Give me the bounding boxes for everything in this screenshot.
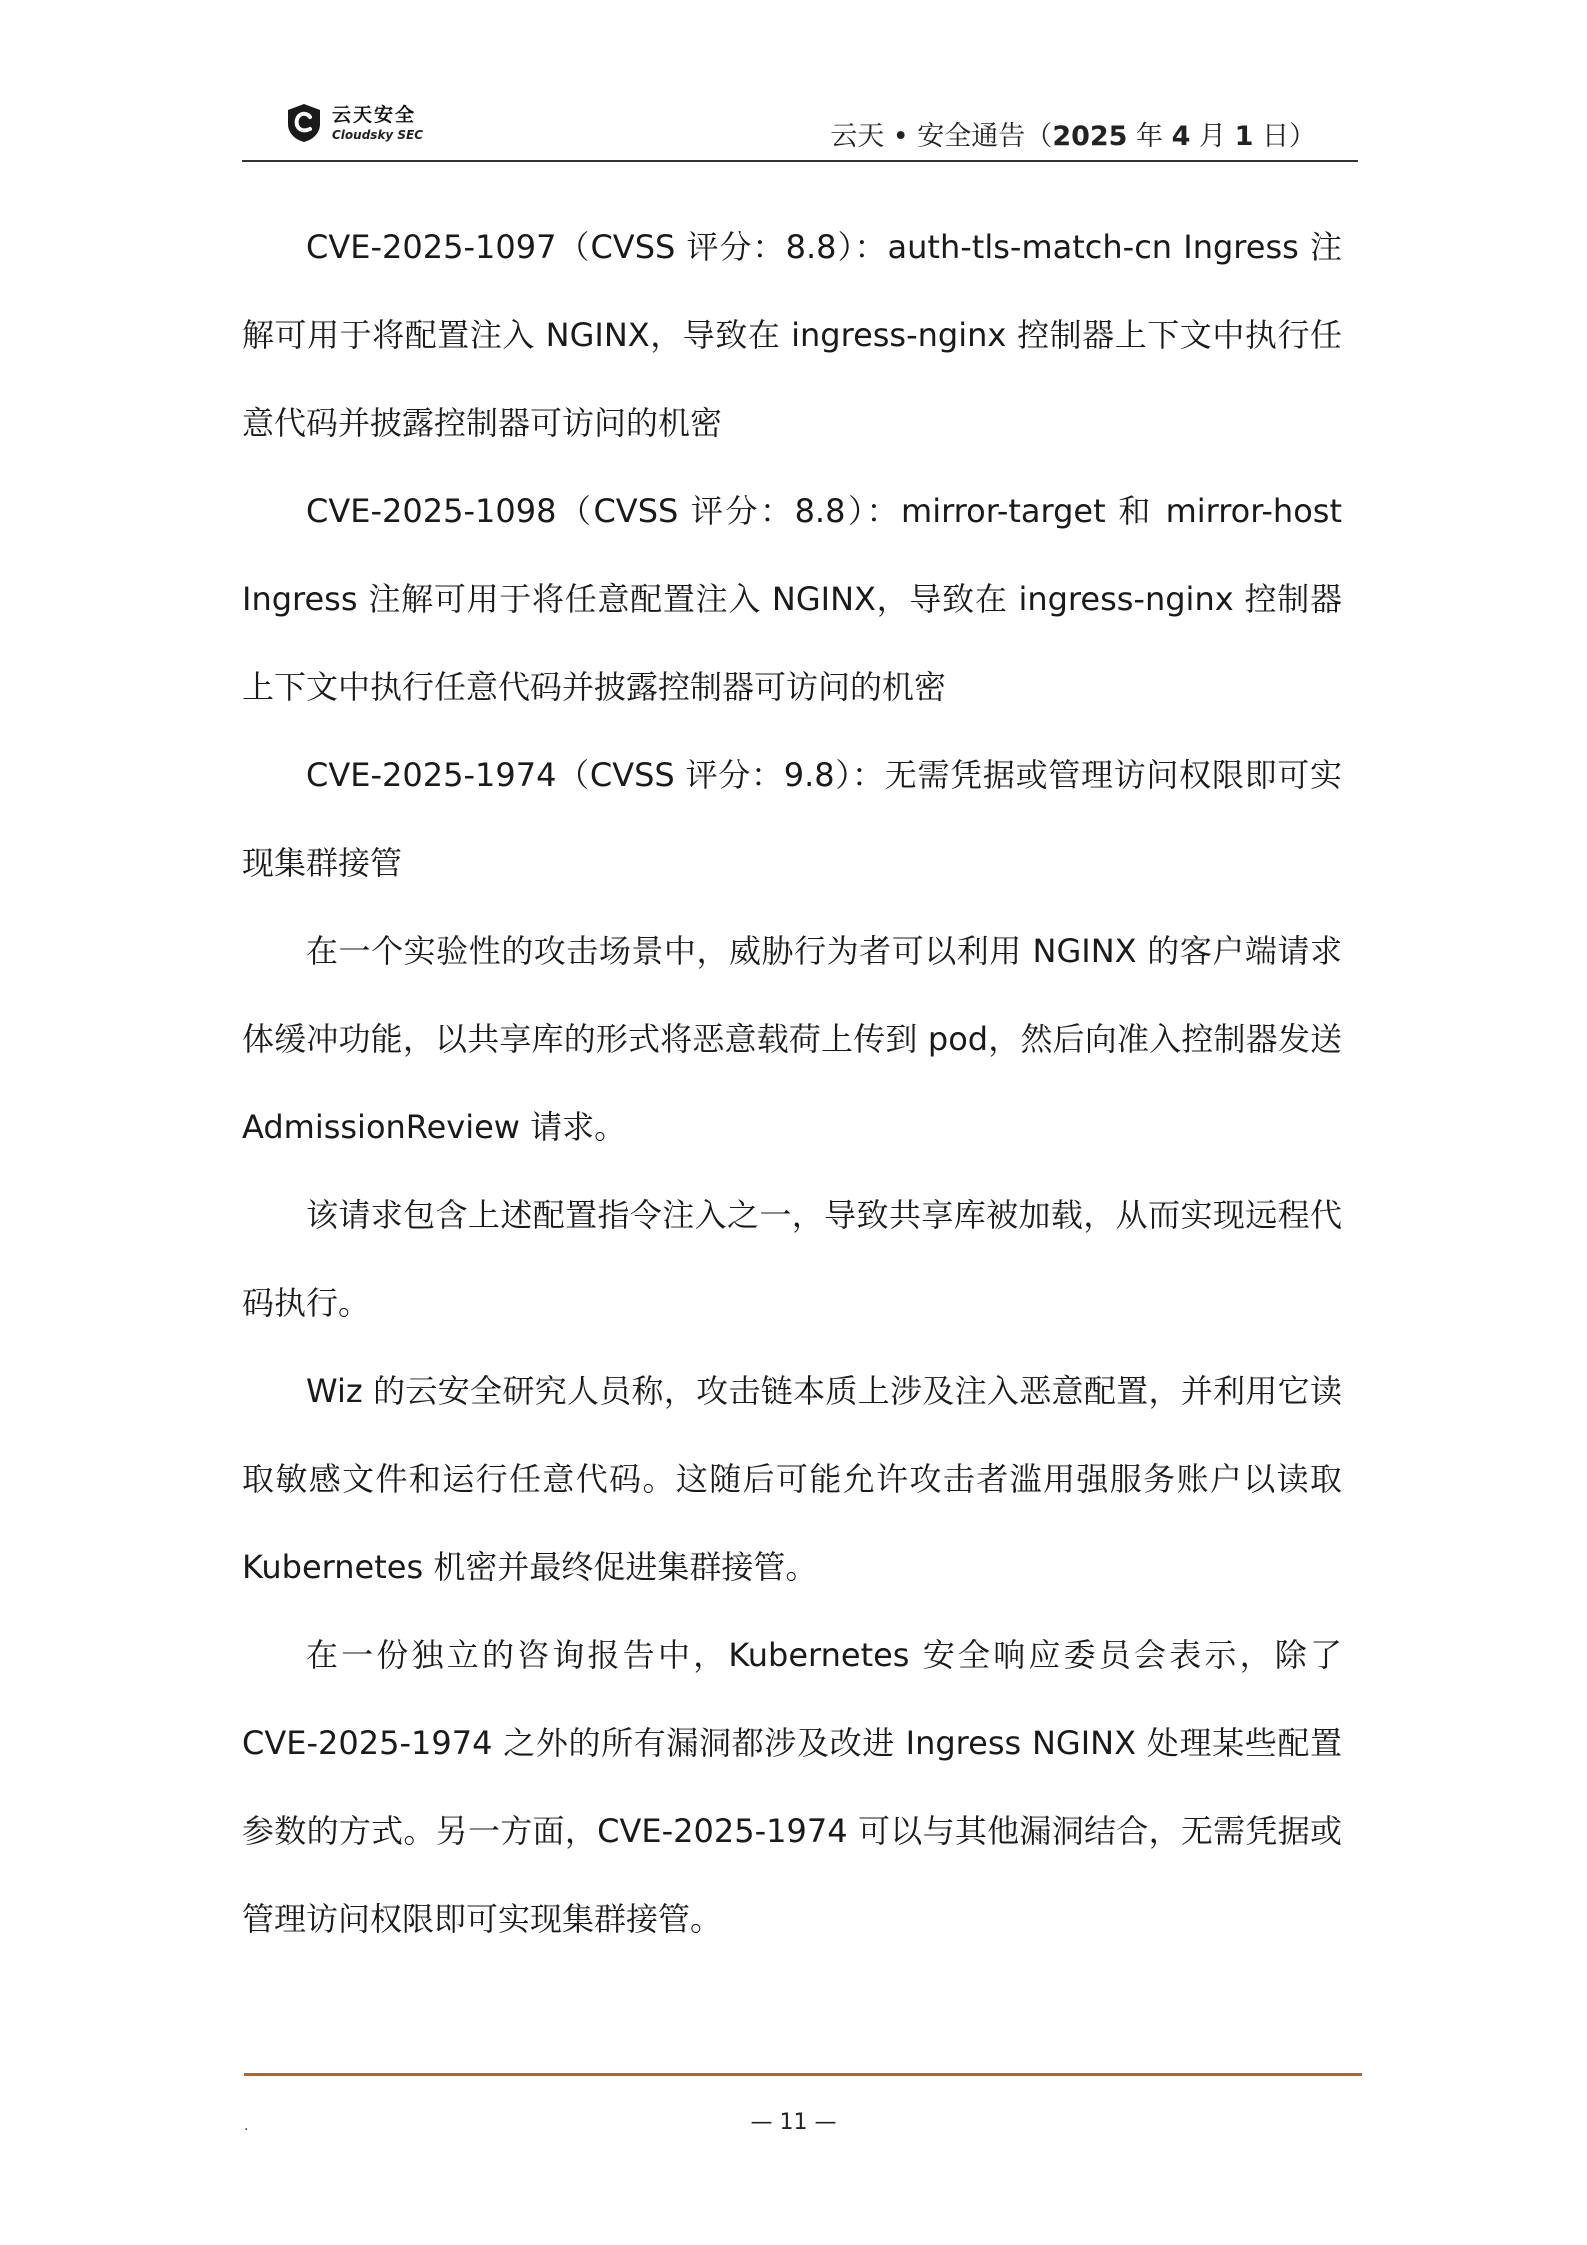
page-number: — 11 — — [750, 2110, 837, 2135]
paragraph-wiz-research: Wiz 的云安全研究人员称，攻击链本质上涉及注入恶意配置，并利用它读取敏感文件和运行任意代码。这随后可能允许攻击者滥用强服务账户以读取 Kubernetes 机密并最终促进集群接管。 — [242, 1372, 1342, 1586]
logo — [284, 98, 423, 148]
bulletin-year: 2025 — [1052, 121, 1128, 152]
paragraph-remote-code-execution: 该请求包含上述配置指令注入之一，导致共享库被加载，从而实现远程代码执行。 — [242, 1196, 1342, 1322]
bulletin-month: 4 — [1171, 121, 1191, 152]
bulletin-day-unit: 日） — [1253, 121, 1316, 152]
bulletin-title — [830, 114, 1316, 153]
logo-english-text: Cloudsky SEC — [332, 127, 424, 142]
bulletin-year-unit: 年 — [1127, 121, 1172, 152]
bulletin-month-unit: 月 — [1190, 121, 1235, 152]
bulletin-day: 1 — [1234, 121, 1254, 152]
cloudsky-logo-icon — [284, 102, 324, 144]
bulletin-title-prefix: 云天 • 安全通告（ — [830, 121, 1053, 152]
logo-chinese-text: 云天安全 — [332, 103, 417, 126]
document-body — [242, 203, 1342, 1963]
paragraph-cve-2025-1097: CVE-2025-1097（CVSS 评分：8.8）：auth-tls-match-cn Ingress 注解可用于将配置注入 NGINX，导致在 ingress-nginx 控制器上下文中执行任意代码并披露控制器可访问的机密 — [242, 228, 1342, 442]
paragraph-cve-2025-1098: CVE-2025-1098（CVSS 评分：8.8）：mirror-target 和 mirror-host Ingress 注解可用于将任意配置注入 NGINX，导致在 ingress-nginx 控制器上下文中执行任意代码并披露控制器可访问的机密 — [242, 492, 1342, 706]
paragraph-attack-scenario: 在一个实验性的攻击场景中，威胁行为者可以利用 NGINX 的客户端请求体缓冲功能，以共享库的形式将恶意载荷上传到 pod，然后向准入控制器发送 AdmissionReview 请求。 — [242, 932, 1342, 1146]
footer-dot: . — [244, 2118, 249, 2134]
paragraph-cve-2025-1974: CVE-2025-1974（CVSS 评分：9.8）：无需凭据或管理访问权限即可实现集群接管 — [242, 756, 1342, 882]
footer-divider — [244, 2073, 1362, 2076]
paragraph-kubernetes-advisory: 在一份独立的咨询报告中，Kubernetes 安全响应委员会表示，除了 CVE-2025-1974 之外的所有漏洞都涉及改进 Ingress NGINX 处理某些配置参数的方式。另一方面，CVE-2025-1974 可以与其他漏洞结合，无需凭据或管理访问权限即可实现集群接管。 — [242, 1636, 1342, 1938]
header-divider — [242, 160, 1358, 162]
page-header — [242, 92, 1358, 162]
